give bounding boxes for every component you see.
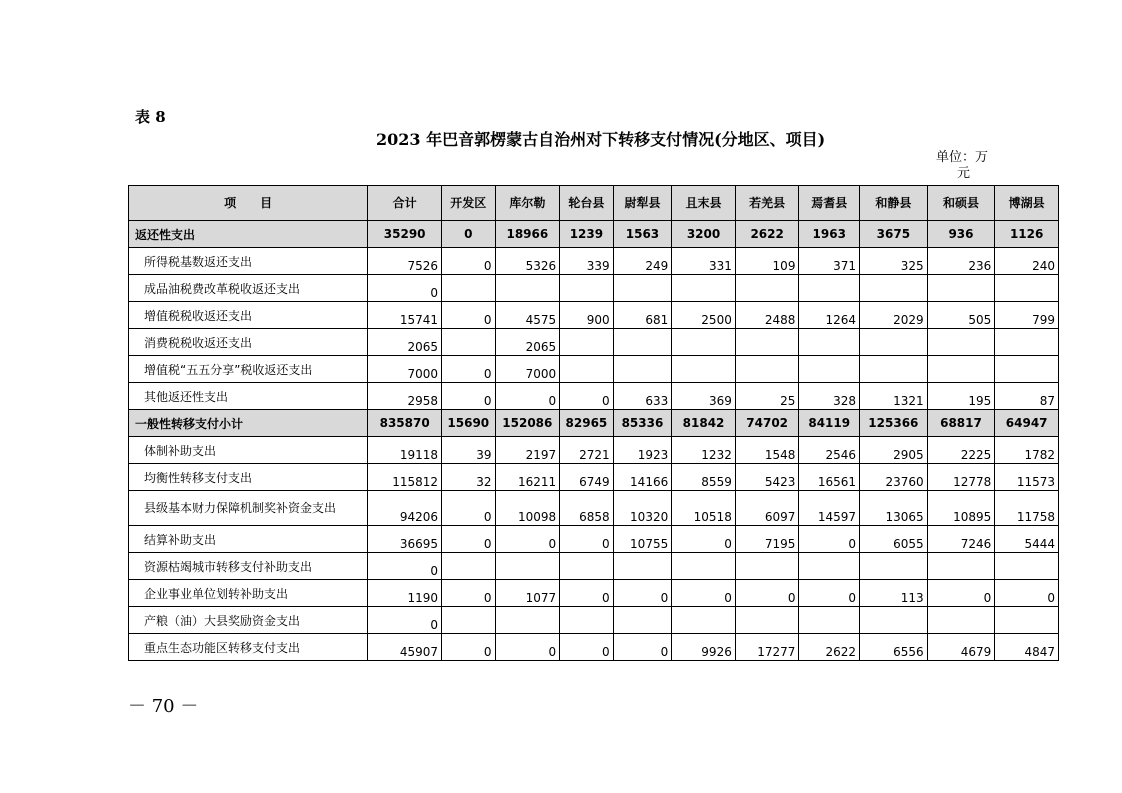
row-value-cell: 3200 — [672, 221, 736, 248]
row-value-cell: 87 — [995, 383, 1059, 410]
row-value-cell: 681 — [613, 302, 672, 329]
row-value-cell — [495, 607, 560, 634]
row-value-cell — [672, 275, 736, 302]
table-row — [129, 464, 1059, 491]
row-value-cell: 7000 — [495, 356, 560, 383]
column-header: 焉耆县 — [799, 186, 860, 221]
row-value-cell: 3675 — [860, 221, 928, 248]
row-value-cell: 125366 — [860, 410, 928, 437]
row-value-cell: 1077 — [495, 580, 560, 607]
row-value-cell: 371 — [799, 248, 860, 275]
row-value-cell — [799, 275, 860, 302]
row-value-cell: 6055 — [860, 526, 928, 553]
row-value-cell — [560, 275, 614, 302]
row-value-cell: 2546 — [799, 437, 860, 464]
row-value-cell: 6858 — [560, 491, 614, 526]
row-value-cell: 0 — [560, 634, 614, 661]
row-value-cell: 0 — [442, 221, 496, 248]
row-value-cell: 0 — [560, 526, 614, 553]
row-value-cell: 0 — [442, 580, 496, 607]
row-value-cell — [799, 607, 860, 634]
row-value-cell: 0 — [442, 491, 496, 526]
row-value-cell — [613, 607, 672, 634]
section-row — [129, 221, 1059, 248]
row-value-cell — [735, 356, 799, 383]
row-value-cell: 17277 — [735, 634, 799, 661]
table-row — [129, 248, 1059, 275]
row-value-cell: 240 — [995, 248, 1059, 275]
table-row — [129, 580, 1059, 607]
row-value-cell: 14166 — [613, 464, 672, 491]
table-row — [129, 491, 1059, 526]
row-value-cell: 900 — [560, 302, 614, 329]
row-item-name: 返还性支出 — [129, 221, 368, 248]
row-value-cell — [995, 329, 1059, 356]
row-value-cell — [927, 553, 995, 580]
row-value-cell: 10320 — [613, 491, 672, 526]
row-value-cell: 1548 — [735, 437, 799, 464]
row-value-cell — [613, 553, 672, 580]
row-value-cell: 195 — [927, 383, 995, 410]
row-value-cell — [799, 356, 860, 383]
row-value-cell: 2065 — [495, 329, 560, 356]
row-value-cell: 0 — [368, 275, 442, 302]
row-value-cell: 0 — [672, 526, 736, 553]
row-value-cell: 9926 — [672, 634, 736, 661]
row-item-name: 均衡性转移支付支出 — [129, 464, 368, 491]
row-item-name: 增值税“五五分享”税收返还支出 — [129, 356, 368, 383]
row-value-cell — [995, 553, 1059, 580]
row-value-cell: 16561 — [799, 464, 860, 491]
row-value-cell: 13065 — [860, 491, 928, 526]
row-item-name: 成品油税费改革税收返还支出 — [129, 275, 368, 302]
row-value-cell — [995, 607, 1059, 634]
row-value-cell: 2622 — [735, 221, 799, 248]
row-value-cell: 249 — [613, 248, 672, 275]
row-value-cell: 1239 — [560, 221, 614, 248]
row-value-cell: 85336 — [613, 410, 672, 437]
row-value-cell: 1563 — [613, 221, 672, 248]
row-value-cell: 6749 — [560, 464, 614, 491]
row-item-name: 资源枯竭城市转移支付补助支出 — [129, 553, 368, 580]
row-value-cell — [560, 356, 614, 383]
row-value-cell: 1126 — [995, 221, 1059, 248]
table-row — [129, 329, 1059, 356]
row-value-cell: 325 — [860, 248, 928, 275]
row-item-name: 增值税税收返还支出 — [129, 302, 368, 329]
column-header: 轮台县 — [560, 186, 614, 221]
row-value-cell: 19118 — [368, 437, 442, 464]
row-value-cell: 339 — [560, 248, 614, 275]
row-value-cell: 6556 — [860, 634, 928, 661]
row-value-cell — [442, 607, 496, 634]
row-value-cell: 0 — [442, 302, 496, 329]
row-value-cell — [442, 329, 496, 356]
table-row — [129, 275, 1059, 302]
row-value-cell: 0 — [442, 634, 496, 661]
row-value-cell: 1190 — [368, 580, 442, 607]
row-value-cell: 799 — [995, 302, 1059, 329]
row-item-name: 重点生态功能区转移支付支出 — [129, 634, 368, 661]
row-value-cell: 1963 — [799, 221, 860, 248]
row-value-cell: 0 — [442, 383, 496, 410]
table-row — [129, 383, 1059, 410]
row-value-cell — [735, 275, 799, 302]
row-value-cell: 15690 — [442, 410, 496, 437]
row-value-cell: 14597 — [799, 491, 860, 526]
row-value-cell — [799, 329, 860, 356]
page-number: － 70 － — [128, 696, 199, 717]
table-row — [129, 526, 1059, 553]
row-value-cell: 331 — [672, 248, 736, 275]
row-value-cell: 0 — [560, 580, 614, 607]
column-header-item: 项 目 — [129, 186, 368, 221]
row-value-cell: 152086 — [495, 410, 560, 437]
row-value-cell: 0 — [613, 634, 672, 661]
row-value-cell — [442, 275, 496, 302]
row-item-name: 其他返还性支出 — [129, 383, 368, 410]
row-value-cell — [613, 329, 672, 356]
row-value-cell — [560, 553, 614, 580]
row-value-cell: 11573 — [995, 464, 1059, 491]
table-title: 2023 年巴音郭楞蒙古自治州对下转移支付情况(分地区、项目) — [376, 130, 826, 149]
row-value-cell: 10098 — [495, 491, 560, 526]
row-value-cell: 2488 — [735, 302, 799, 329]
row-value-cell — [735, 553, 799, 580]
table-row — [129, 302, 1059, 329]
row-value-cell — [560, 607, 614, 634]
row-value-cell: 0 — [442, 526, 496, 553]
row-value-cell: 94206 — [368, 491, 442, 526]
row-item-name: 结算补助支出 — [129, 526, 368, 553]
column-header: 若羌县 — [735, 186, 799, 221]
row-value-cell: 35290 — [368, 221, 442, 248]
row-value-cell: 2958 — [368, 383, 442, 410]
row-value-cell — [495, 275, 560, 302]
row-value-cell — [735, 329, 799, 356]
table-row — [129, 553, 1059, 580]
row-value-cell — [927, 329, 995, 356]
column-header: 且末县 — [672, 186, 736, 221]
row-value-cell: 25 — [735, 383, 799, 410]
row-value-cell: 236 — [927, 248, 995, 275]
unit-note — [936, 150, 994, 182]
row-value-cell: 115812 — [368, 464, 442, 491]
row-value-cell: 113 — [860, 580, 928, 607]
row-value-cell: 74702 — [735, 410, 799, 437]
row-value-cell: 2500 — [672, 302, 736, 329]
row-item-name: 体制补助支出 — [129, 437, 368, 464]
row-value-cell: 5423 — [735, 464, 799, 491]
row-value-cell — [860, 275, 928, 302]
row-value-cell — [995, 356, 1059, 383]
row-value-cell: 1232 — [672, 437, 736, 464]
row-value-cell — [995, 275, 1059, 302]
row-value-cell: 633 — [613, 383, 672, 410]
row-value-cell: 15741 — [368, 302, 442, 329]
transfer-payment-table — [128, 185, 1059, 661]
row-value-cell: 1923 — [613, 437, 672, 464]
row-value-cell: 5326 — [495, 248, 560, 275]
row-value-cell: 16211 — [495, 464, 560, 491]
row-value-cell: 10895 — [927, 491, 995, 526]
row-value-cell: 936 — [927, 221, 995, 248]
column-header: 合计 — [368, 186, 442, 221]
row-value-cell: 0 — [799, 580, 860, 607]
row-value-cell: 7246 — [927, 526, 995, 553]
row-value-cell: 1264 — [799, 302, 860, 329]
row-value-cell: 10518 — [672, 491, 736, 526]
row-value-cell: 2721 — [560, 437, 614, 464]
row-value-cell: 4575 — [495, 302, 560, 329]
row-value-cell — [860, 329, 928, 356]
row-value-cell: 0 — [927, 580, 995, 607]
column-header: 开发区 — [442, 186, 496, 221]
row-value-cell: 369 — [672, 383, 736, 410]
row-value-cell: 2225 — [927, 437, 995, 464]
table-row — [129, 634, 1059, 661]
row-value-cell — [735, 607, 799, 634]
row-value-cell: 81842 — [672, 410, 736, 437]
row-value-cell: 68817 — [927, 410, 995, 437]
row-value-cell — [613, 356, 672, 383]
row-value-cell: 18966 — [495, 221, 560, 248]
row-value-cell: 505 — [927, 302, 995, 329]
row-item-name: 所得税基数返还支出 — [129, 248, 368, 275]
row-value-cell: 84119 — [799, 410, 860, 437]
column-header: 和硕县 — [927, 186, 995, 221]
row-value-cell: 2622 — [799, 634, 860, 661]
row-value-cell: 4847 — [995, 634, 1059, 661]
row-item-name: 县级基本财力保障机制奖补资金支出 — [129, 491, 368, 526]
row-value-cell: 10755 — [613, 526, 672, 553]
column-header: 博湖县 — [995, 186, 1059, 221]
row-value-cell: 2065 — [368, 329, 442, 356]
row-value-cell: 8559 — [672, 464, 736, 491]
column-header: 尉犁县 — [613, 186, 672, 221]
row-value-cell: 5444 — [995, 526, 1059, 553]
row-item-name: 消费税税收返还支出 — [129, 329, 368, 356]
unit-note-line2: 元 — [957, 166, 971, 181]
row-value-cell: 7000 — [368, 356, 442, 383]
row-value-cell: 0 — [735, 580, 799, 607]
row-value-cell: 0 — [995, 580, 1059, 607]
row-value-cell — [860, 356, 928, 383]
section-row — [129, 410, 1059, 437]
row-value-cell — [672, 356, 736, 383]
column-header: 和静县 — [860, 186, 928, 221]
row-value-cell: 2905 — [860, 437, 928, 464]
row-value-cell: 109 — [735, 248, 799, 275]
row-value-cell: 32 — [442, 464, 496, 491]
row-value-cell — [927, 356, 995, 383]
row-value-cell: 0 — [495, 526, 560, 553]
row-item-name: 一般性转移支付小计 — [129, 410, 368, 437]
row-value-cell: 1782 — [995, 437, 1059, 464]
table-label: 表 8 — [135, 108, 166, 126]
row-value-cell: 36695 — [368, 526, 442, 553]
row-value-cell — [672, 553, 736, 580]
row-value-cell: 0 — [495, 634, 560, 661]
table-row — [129, 607, 1059, 634]
row-value-cell — [560, 329, 614, 356]
row-value-cell: 45907 — [368, 634, 442, 661]
row-value-cell: 4679 — [927, 634, 995, 661]
table-row — [129, 356, 1059, 383]
row-value-cell: 2029 — [860, 302, 928, 329]
row-value-cell: 0 — [368, 607, 442, 634]
column-header: 库尔勒 — [495, 186, 560, 221]
table-row — [129, 437, 1059, 464]
table-header-row — [129, 186, 1059, 221]
row-value-cell: 0 — [442, 248, 496, 275]
row-value-cell — [672, 607, 736, 634]
row-value-cell: 835870 — [368, 410, 442, 437]
row-value-cell: 328 — [799, 383, 860, 410]
row-value-cell — [672, 329, 736, 356]
row-value-cell: 0 — [799, 526, 860, 553]
row-item-name: 企业事业单位划转补助支出 — [129, 580, 368, 607]
row-value-cell: 0 — [442, 356, 496, 383]
row-value-cell — [927, 275, 995, 302]
row-value-cell: 82965 — [560, 410, 614, 437]
row-value-cell — [495, 553, 560, 580]
row-value-cell: 0 — [613, 580, 672, 607]
row-value-cell: 64947 — [995, 410, 1059, 437]
row-value-cell: 7526 — [368, 248, 442, 275]
row-item-name: 产粮（油）大县奖励资金支出 — [129, 607, 368, 634]
row-value-cell — [442, 553, 496, 580]
row-value-cell: 2197 — [495, 437, 560, 464]
row-value-cell — [613, 275, 672, 302]
row-value-cell: 7195 — [735, 526, 799, 553]
row-value-cell: 6097 — [735, 491, 799, 526]
row-value-cell — [860, 553, 928, 580]
row-value-cell — [927, 607, 995, 634]
row-value-cell — [799, 553, 860, 580]
row-value-cell: 0 — [368, 553, 442, 580]
row-value-cell: 23760 — [860, 464, 928, 491]
row-value-cell: 0 — [495, 383, 560, 410]
row-value-cell: 1321 — [860, 383, 928, 410]
row-value-cell: 39 — [442, 437, 496, 464]
row-value-cell: 11758 — [995, 491, 1059, 526]
row-value-cell: 0 — [560, 383, 614, 410]
row-value-cell — [860, 607, 928, 634]
unit-note-line1: 单位：万 — [936, 150, 989, 165]
row-value-cell: 12778 — [927, 464, 995, 491]
row-value-cell: 0 — [672, 580, 736, 607]
